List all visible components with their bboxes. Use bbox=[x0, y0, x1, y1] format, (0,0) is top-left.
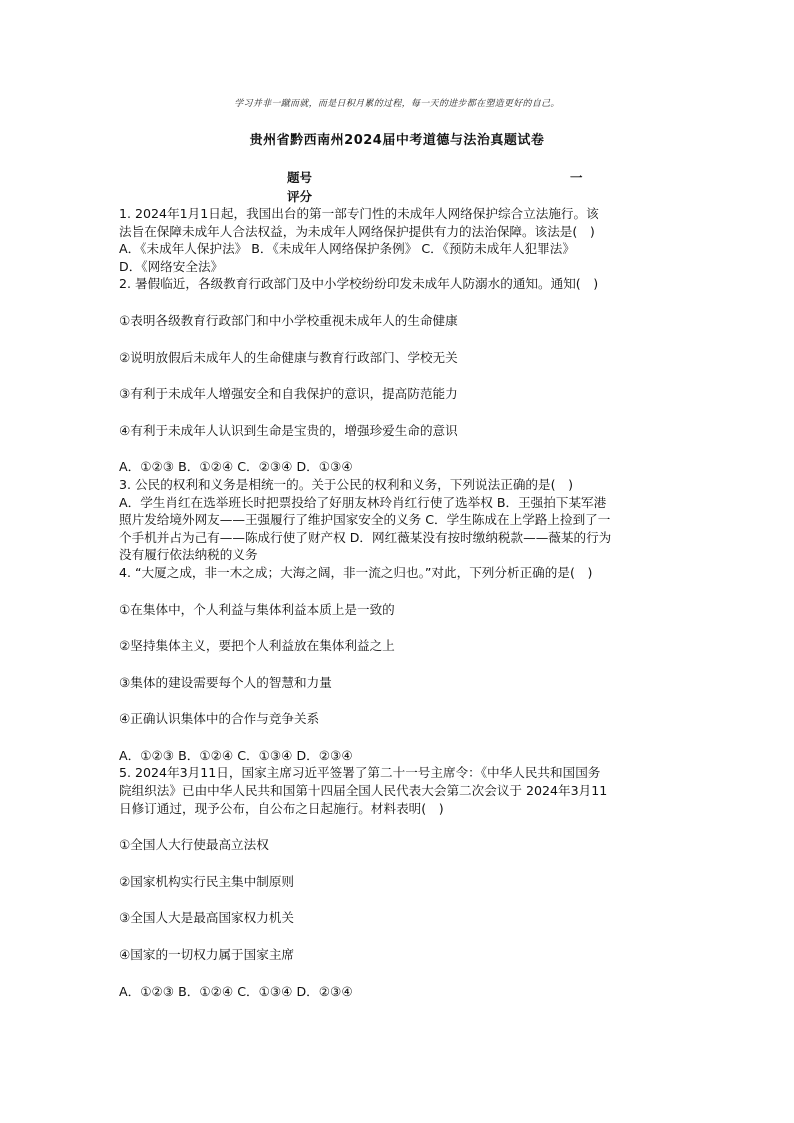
question-5 bbox=[119, 764, 679, 1000]
question-stem: 2. 暑假临近，各级教育行政部门及中小学校纷纷印发未成年人防溺水的通知。通知( ) bbox=[119, 276, 599, 292]
question-2 bbox=[119, 275, 679, 476]
statement-item: ②国家机构实行民主集中制原则 bbox=[119, 873, 295, 889]
question-stem: 院组织法》已由中华人民共和国第十四届全国人民代表大会第二次会议于 2024年3月11 bbox=[119, 783, 608, 799]
answer-options: A．①②③ B．①②④ C．②③④ D．①③④ bbox=[119, 459, 353, 475]
exam-title: 贵州省黔西南州2024届中考道德与法治真题试卷 bbox=[249, 133, 545, 148]
answer-options: A．学生肖红在选举班长时把票投给了好朋友林玲肖红行使了选举权 B．王强拍下某军港 bbox=[119, 494, 607, 510]
statement-item: ④正确认识集体中的合作与竞争关系 bbox=[119, 711, 320, 727]
statement-item: ①表明各级教育行政部门和中小学校重视未成年人的生命健康 bbox=[119, 312, 458, 328]
answer-options: A．①②③ B．①②④ C．①③④ D．②③④ bbox=[119, 747, 353, 763]
answer-options: 没有履行依法纳税的义务 bbox=[119, 547, 258, 563]
score-table-question-number-label: 题号 bbox=[287, 170, 313, 185]
question-3 bbox=[119, 476, 679, 564]
question-list bbox=[119, 205, 679, 1000]
statement-item: ①在集体中，个人利益与集体利益本质上是一致的 bbox=[119, 601, 395, 617]
question-stem: 4. “大厦之成，非一木之成；大海之阔，非一流之归也。”对此，下列分析正确的是( ) bbox=[119, 564, 593, 580]
question-stem: 3. 公民的权利和义务是相统一的。关于公民的权利和义务，下列说法正确的是( ) bbox=[119, 476, 574, 492]
question-1 bbox=[119, 205, 679, 275]
statement-item: ①全国人大行使最高立法权 bbox=[119, 837, 269, 853]
question-stem: 日修订通过，现予公布，自公布之日起施行。材料表明( ) bbox=[119, 800, 444, 816]
score-table-score-label: 评分 bbox=[287, 189, 313, 204]
statement-item: ②坚持集体主义，要把个人利益放在集体利益之上 bbox=[119, 638, 395, 654]
answer-options: A．《未成年人保护法》 B．《未成年人网络保护条例》 C．《预防未成年人犯罪法》 bbox=[119, 241, 575, 257]
statement-item: ④国家的一切权力属于国家主席 bbox=[119, 947, 295, 963]
statement-item: ②说明放假后未成年人的生命健康与教育行政部门、学校无关 bbox=[119, 349, 458, 365]
page-motto: 学习并非一蹴而就，而是日积月累的过程，每一天的进步都在塑造更好的自己。 bbox=[234, 99, 560, 109]
question-stem: 1. 2024年1月1日起，我国出台的第一部专门性的未成年人网络保护综合立法施行。该 bbox=[119, 206, 599, 221]
question-stem: 法旨在保障未成年人合法权益，为未成年人网络保护提供有力的法治保障。该法是( ) bbox=[119, 223, 595, 239]
statement-item: ③集体的建设需要每个人的智慧和力量 bbox=[119, 674, 332, 690]
statement-item: ③有利于未成年人增强安全和自我保护的意识，提高防范能力 bbox=[119, 386, 458, 402]
score-table-question-number-value: 一 bbox=[570, 170, 583, 185]
statement-item: ④有利于未成年人认识到生命是宝贵的，增强珍爱生命的意识 bbox=[119, 422, 458, 438]
answer-options: A．①②③ B．①②④ C．①③④ D．②③④ bbox=[119, 983, 353, 999]
answer-options: 照片发给境外网友——王强履行了维护国家安全的义务 C．学生陈成在上学路上捡到了一 bbox=[119, 512, 611, 528]
question-4 bbox=[119, 564, 679, 765]
answer-options: 个手机并占为己有——陈成行使了财产权 D．网红薇某没有按时缴纳税款——薇某的行为 bbox=[119, 529, 612, 545]
answer-options: D．《网络安全法》 bbox=[119, 258, 224, 274]
question-stem: 5. 2024年3月11日，国家主席习近平签署了第二十一号主席令：《中华人民共和国国务 bbox=[119, 765, 601, 781]
statement-item: ③全国人大是最高国家权力机关 bbox=[119, 910, 295, 926]
